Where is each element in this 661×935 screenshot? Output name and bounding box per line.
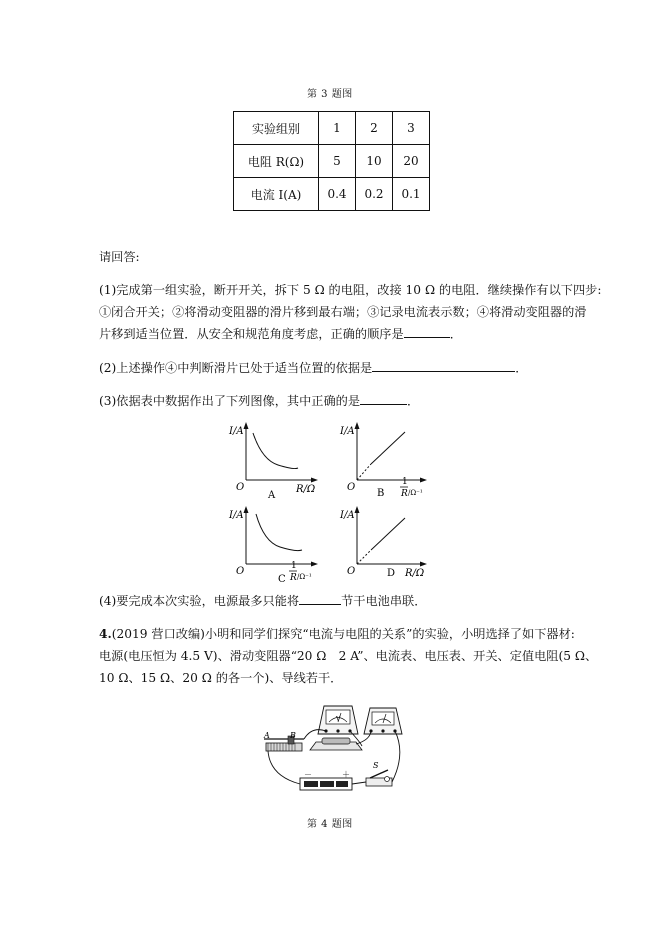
problem-4-text: (2019 营口改编)小明和同学们探究“电流与电阻的关系”的实验，小明选择了如下器材: [111,627,575,641]
graph-letter: A [268,490,276,500]
table-cell: 0.1 [393,178,430,211]
problem-4-line1 [99,625,575,643]
switch-label: S [373,761,379,770]
q1-line1: (1)完成第一组实验，断开开关，拆下 5 Ω 的电阻，改接 10 Ω 的电阻．继续操作有以下四步: [99,283,602,297]
q1-line3-end: ． [449,327,462,341]
y-axis-label: I/A [340,510,355,521]
inverse-curve [253,433,298,469]
table-cell: 0.4 [319,178,356,211]
voltmeter-symbol: V [336,716,341,723]
q3-line [99,392,419,410]
graph-d [337,502,437,584]
figure-4-caption: 第 4 题图 [307,819,353,830]
q3-end: ． [407,394,420,408]
table-cell: 1 [319,112,356,145]
x-axis-arrow [420,478,427,483]
extrapolated-line [357,550,371,564]
x-axis-arrow [420,562,427,567]
problem-4-number: 4. [99,627,112,641]
table-row [234,112,430,145]
origin-label: O [236,482,245,493]
table-cell: 0.2 [356,178,393,211]
q1-line3 [99,325,462,343]
table-cell: 3 [393,112,430,145]
q4-end: 节干电池串联． [341,594,427,608]
q4-answer-blank[interactable] [299,604,341,605]
rheostat-terminal-b: B [290,731,296,740]
x-axis-fraction-den: R [401,489,408,499]
fixed-resistor [310,738,362,750]
y-axis-arrow [355,422,360,429]
table-row-label: 电流 I(A) [234,178,319,211]
problem-4-line3: 10 Ω、15 Ω、20 Ω 的各一个)、导线若干． [99,671,343,685]
q2-end: ． [515,361,528,375]
q3-answer-blank[interactable] [360,404,407,405]
table-cell: 20 [393,145,430,178]
y-axis-label: I/A [229,426,244,437]
y-axis-arrow [244,422,249,429]
prompt-text: 请回答: [99,250,140,264]
q2-answer-blank[interactable] [372,371,515,372]
x-axis-label: R/Ω [405,568,425,579]
x-axis-arrow [311,478,318,483]
problem-4-line2: 电源(电压恒为 4.5 V)、滑动变阻器“20 Ω 2 A”、电流表、电压表、开关、定值电阻(5 Ω、 [99,649,598,663]
graph-b [337,418,437,500]
data-table [233,111,430,211]
y-axis-arrow [244,506,249,513]
graph-letter: D [387,568,396,579]
x-axis-arrow [311,562,318,567]
x-axis-label: R/Ω [296,484,316,495]
battery-positive: ＋ [342,770,350,779]
table-row-label: 实验组别 [234,112,319,145]
table-row-label: 电阻 R(Ω) [234,145,319,178]
circuit-diagram [260,698,410,800]
proportional-line [371,518,405,550]
q4-line [99,592,426,610]
q2-text: (2)上述操作④中判断滑片已处于适当位置的依据是 [99,361,373,375]
proportional-line [371,432,405,464]
graph-c [226,502,326,584]
q3-text: (3)依据表中数据作出了下列图像，其中正确的是 [99,394,361,408]
q1-answer-blank[interactable] [404,337,450,338]
origin-label: O [236,566,245,577]
q1-line2: ①闭合开关；②将滑动变阻器的滑片移到最右端；③记录电流表示数；④将滑动变阻器的滑 [99,305,587,319]
battery-negative: － [304,770,312,779]
x-axis-unit: /Ω⁻¹ [408,489,423,497]
q4-text: (4)要完成本次实验，电源最多只能将 [99,594,300,608]
table-cell: 2 [356,112,393,145]
extrapolated-line [357,464,371,480]
graph-a [226,418,326,500]
battery-pack [300,770,352,790]
y-axis-label: I/A [340,426,355,437]
rheostat-terminal-a: A [264,731,270,740]
x-axis-unit: /Ω⁻¹ [297,573,312,581]
x-axis-fraction-num: 1 [402,477,408,487]
q1-line3-text: 片移到适当位置．从安全和规范角度考虑，正确的顺序是 [99,327,404,341]
table-cell: 10 [356,145,393,178]
switch [366,761,392,786]
graph-letter: B [377,488,385,499]
origin-label: O [347,566,356,577]
inverse-curve [256,514,302,551]
x-axis-fraction-den: R [290,573,297,583]
x-axis-fraction-num: 1 [291,561,297,571]
rheostat [263,731,304,751]
y-axis-label: I/A [229,510,244,521]
table-row [234,145,430,178]
table-cell: 5 [319,145,356,178]
y-axis-arrow [355,506,360,513]
graph-letter: C [278,574,286,584]
ammeter [364,708,402,734]
table-row [234,178,430,211]
q2-line [99,359,527,377]
voltmeter [318,706,358,734]
origin-label: O [347,482,356,493]
figure-3-caption: 第 3 题图 [307,89,353,100]
